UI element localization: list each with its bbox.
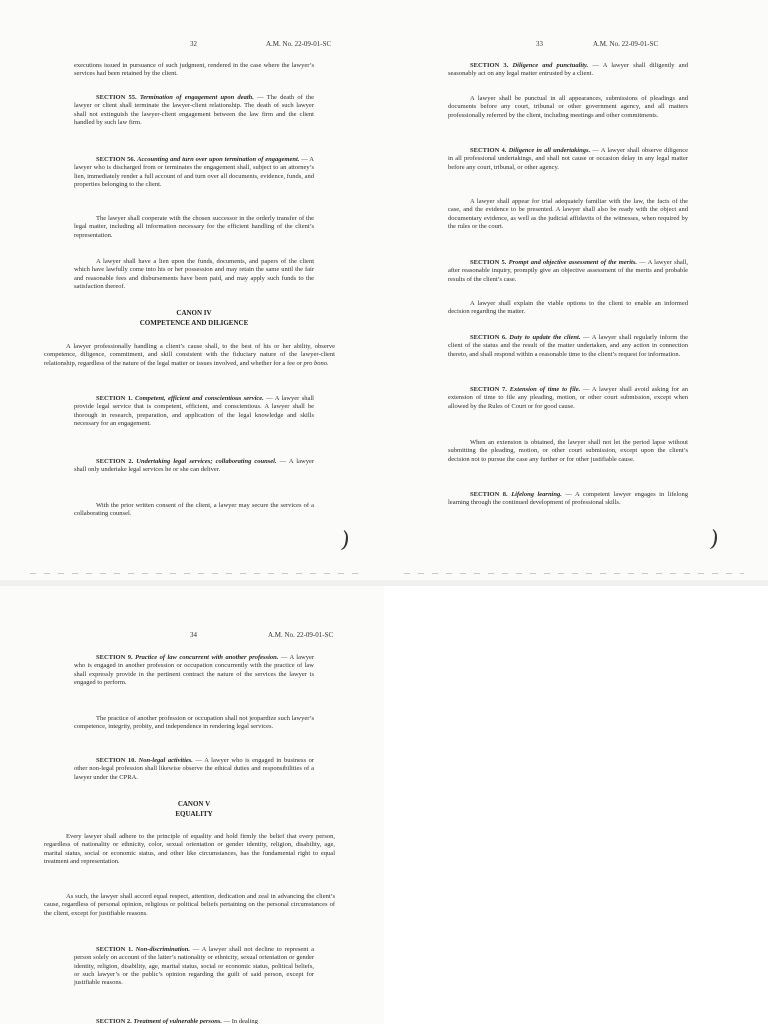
section-heading: SECTION 2. [96,1018,132,1024]
section-text: — A lawyer shall, after reasonable inquiry, promptly give an objective assessment of the merits and probable results of the client’s case. [448,259,688,283]
canon-v-heading [74,800,314,819]
section-heading: SECTION 10. [96,757,136,764]
paragraph-practice: The practice of another profession or occupation shall not jeopardize such lawyer’s competence, integrity, probity, and independence in rendering legal services. [74,715,314,731]
section-title: Duty to update the client. [509,334,581,341]
section-9 [74,654,314,687]
section-10 [74,757,314,782]
section-text: — A lawyer shall provide legal service that is competent, efficient, and conscientious. A lawyer shall be thorough in research, preparation, and application of the legal knowledge and skills necessary for an engagement. [74,395,314,427]
section-1-competent [74,395,314,428]
section-title: Termination of engagement upon death. [139,94,254,101]
section-title: Treatment of vulnerable persons. [133,1018,222,1024]
page-number: 32 [190,40,197,48]
page-number: 33 [536,40,543,48]
section-text: — A competent lawyer engages in lifelong learning through the continued development of professional skills. [448,491,688,507]
section-text: — A lawyer shall only undertake legal services he or she can deliver. [74,458,314,474]
section-heading: SECTION 2. [96,458,134,465]
paragraph-respect: As such, the lawyer shall accord equal respect, attention, dedication and zeal in advancing the client’s cause, regardless of personal opinion, religious or political beliefs pertaining on the personal circumstances of the client, except for justifiable reasons. [44,893,335,917]
section-heading: SECTION 8. [470,491,508,498]
section-text: — A lawyer shall not decline to represent a person solely on account of the latter’s nationality or ethnicity, sexual orientation or gender identity, religion, disability, age, marital status, social or economic status, political beliefs, or such lawyer’s or the public’s opinion regarding the guilt of said person, except for justifiable reasons. [74,946,314,987]
section-heading: SECTION 9. [96,654,133,661]
canon-number: CANON IV [176,309,212,317]
handwritten-initial-mark: ) [708,526,721,553]
handwritten-initial-mark: ) [339,527,352,554]
section-text: — A lawyer who is discharged from or terminates the engagement shall, subject to an attorney’s lien, immediately render a full account of and turn over all documents, evidence, funds, and properties belonging to the client. [74,156,315,188]
paragraph-equality: Every lawyer shall adhere to the principle of equality and hold firmly the belief that every person, regardless of nationality or ethnicity, color, sexual orientation or gender identity, religion, disability, age, marital status, social or economic status, and other like circumstances, has the fundamental right to equal treatment and representation. [44,833,335,865]
section-title: Prompt and objective assessment of the merits. [508,259,637,266]
section-text: — The death of the lawyer or client shall terminate the lawyer-client relationship. The death of such lawyer shall not extinguish the lawyer-client engagement between the law firm and the client handled by such law firm. [74,94,314,126]
section-text: — A lawyer who is engaged in another profession or occupation concurrently with the practice of law shall expressly provide in the pertinent contract the nature of the services the lawyer is engaged to perform. [74,654,314,686]
case-number: A.M. No. 22-09-01-SC [268,631,334,639]
section-5 [448,259,688,284]
section-title: Accounting and turn over upon termination of engagement. [137,156,300,163]
section-text: — A lawyer who is engaged in business or other non-legal profession shall likewise observe the ethical duties and responsibilities of a lawyer under the CPRA. [74,757,314,781]
case-number: A.M. No. 22-09-01-SC [266,40,332,48]
section-text: — A lawyer shall avoid asking for an extension of time to file any pleading, motion, or other court submission, except when allowed by the Rules of Court or for good cause. [448,386,688,410]
page-bottom-edge [30,573,360,574]
document-page-32 [0,0,384,580]
document-page-34 [0,586,384,1024]
section-heading: SECTION 1. [96,946,133,953]
paragraph-executions: executions issued in pursuance of such judgment, rendered in the case where the lawyer’s services had been retained by the client. [74,62,314,78]
canon-iv-heading [74,309,314,328]
section-1-non-discrimination [74,946,314,987]
section-heading: SECTION 1. [96,395,133,402]
section-text: — A lawyer shall observe diligence in all professional undertakings, and shall not cause or occasion delay in any legal matter before any court, tribunal, or other agency. [448,147,688,171]
section-title: Competent, efficient and conscientious service. [135,395,264,402]
section-title: Diligence in all undertakings. [508,147,591,154]
case-number: A.M. No. 22-09-01-SC [593,40,659,48]
section-title: Extension of time to file. [509,386,581,393]
paragraph-cooperate: The lawyer shall cooperate with the chosen successor in the orderly transfer of the legal matter, including all information necessary for the efficient handling of the client’s representation. [74,215,314,239]
pro-bono-text: pro bono. [303,359,329,367]
canon-number: CANON V [177,800,211,808]
canon-title: COMPETENCE AND DILIGENCE [139,318,249,327]
section-title: Non-discrimination. [135,946,190,953]
page-bottom-edge [404,573,744,574]
section-8 [448,491,688,508]
section-heading: SECTION 55. [96,94,137,101]
paragraph-viable: A lawyer shall explain the viable options to the client to enable an informed decision regarding the matter. [448,300,688,316]
section-55 [74,94,314,127]
paragraph-extension: When an extension is obtained, the lawyer shall not let the period lapse without submitting the pleading, motion, or other court submission, except upon the client’s decision not to pursue the case any further or for other justifiable cause. [448,439,688,463]
section-6 [448,334,688,359]
section-3 [448,62,688,79]
section-text: — A lawyer shall diligently and seasonably act on any legal matter entrusted by a client. [448,62,688,78]
section-title: Diligence and punctuality. [512,62,589,69]
paragraph-lien: A lawyer shall have a lien upon the funds, documents, and papers of the client which have lawfully come into his or her possession and may retain the same until the fair and reasonable fees and disbursements have been paid, and may apply such funds to the satisfaction thereof. [74,258,314,290]
paragraph-canon-iv [44,343,335,368]
section-title: Practice of law concurrent with another profession. [135,654,279,661]
paragraph-punctual: A lawyer shall be punctual in all appearances, submissions of pleadings and documents before any court, tribunal or other government agency, and all matters professionally referred by the client, including meetings and other commitments. [448,95,688,119]
section-heading: SECTION 56. [96,156,136,163]
page-number: 34 [190,631,197,639]
document-page-33 [384,0,768,580]
section-heading: SECTION 4. [470,147,507,154]
paragraph-collaborating: With the prior written consent of the client, a lawyer may secure the services of a collaborating counsel. [74,502,314,518]
section-heading: SECTION 6. [470,334,507,341]
section-2-vulnerable-partial [74,1018,314,1024]
section-56 [74,156,314,189]
section-heading: SECTION 7. [470,386,507,393]
section-heading: SECTION 5. [470,259,507,266]
section-title: Lifelong learning. [511,491,562,498]
section-2-undertaking [74,458,314,475]
section-text: — A lawyer shall regularly inform the client of the status and the result of the matter undertaken, and any action in connection thereto, and shall respond within a reasonable time to the client’s request for information. [448,334,689,358]
section-4 [448,147,688,172]
paragraph-trial: A lawyer shall appear for trial adequately familiar with the law, the facts of the case, and the evidence to be presented. A lawyer shall also be ready with the object and documentary evidence, as well as the judicial affidavits of the witnesses, when required by the rules or the court. [448,198,688,230]
section-heading: SECTION 3. [470,62,509,69]
canon-title: EQUALITY [175,809,213,818]
section-title: Non-legal activities. [138,757,193,764]
paragraph-text: A lawyer professionally handling a client’s cause shall, to the best of his or her ability, observe competence, diligence, commitment, and skill consistent with the fiduciary nature of the lawyer-client relationship, regardless of the nature of the legal matter or issues involved, and whether for a fee or [44,343,335,367]
section-text: — In dealing [221,1018,258,1024]
section-title: Undertaking legal services; collaborating counsel. [136,458,277,465]
section-7 [448,386,688,411]
